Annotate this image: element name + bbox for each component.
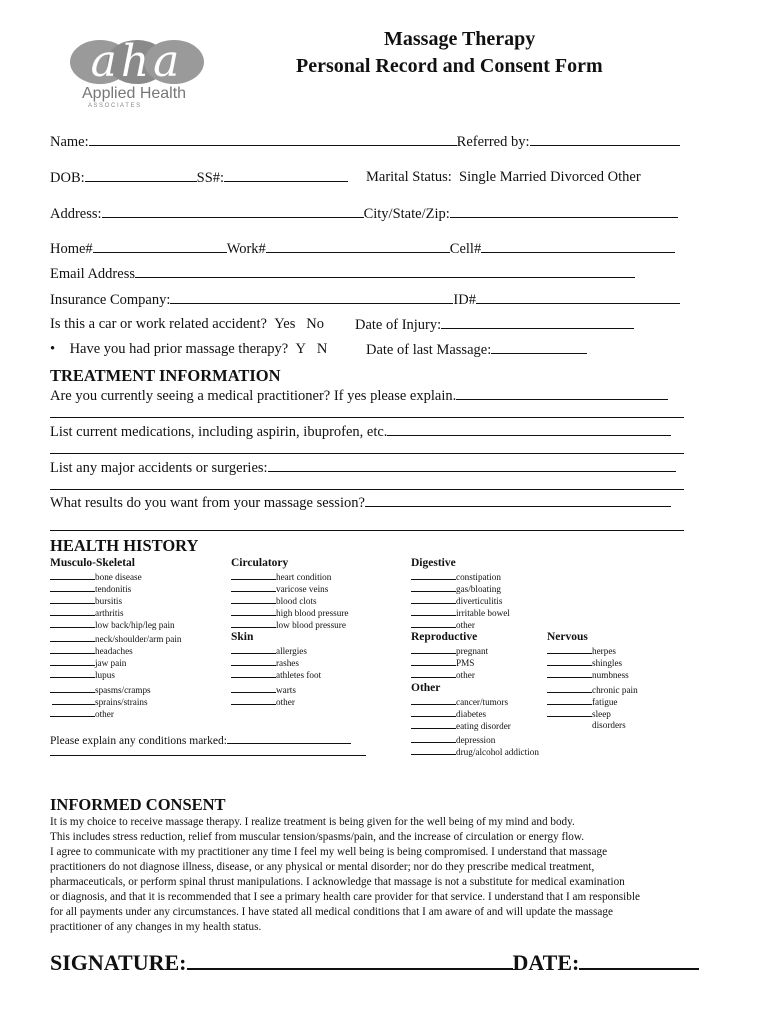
list-item[interactable]: shingles xyxy=(547,657,622,668)
list-item[interactable]: other xyxy=(411,619,475,630)
health-heading: HEALTH HISTORY xyxy=(50,536,199,555)
address-row xyxy=(50,205,678,223)
dob-label: DOB: xyxy=(50,170,85,186)
work-label: Work# xyxy=(226,241,266,257)
title-line-1: Massage Therapy xyxy=(384,28,536,50)
treatment-q4 xyxy=(50,494,671,512)
list-item[interactable]: lupus xyxy=(50,669,115,680)
list-item[interactable]: gas/bloating xyxy=(411,583,501,594)
explain-field[interactable] xyxy=(227,733,351,744)
insurance-row xyxy=(50,291,680,309)
list-item[interactable]: cancer/tumors xyxy=(411,696,508,707)
email-label: Email Address xyxy=(50,266,135,282)
last-massage-label: Date of last Massage: xyxy=(366,342,492,358)
phone-row xyxy=(50,240,675,258)
list-item[interactable]: arthritis xyxy=(50,607,124,618)
treatment-q3-line2[interactable] xyxy=(50,489,684,490)
email-field[interactable] xyxy=(135,265,635,278)
consent-line: I agree to communicate with my practitioner any time I feel my well being is being compromised. I understand that massage xyxy=(50,846,608,858)
accident-no[interactable]: No xyxy=(306,316,324,332)
accident-row xyxy=(50,316,324,333)
id-field[interactable] xyxy=(476,291,680,304)
injury-date-row xyxy=(355,316,634,334)
treatment-q1-field[interactable] xyxy=(456,387,668,400)
treatment-q2-label: List current medications, including aspirin, ibuprofen, etc. xyxy=(50,424,388,440)
marital-single[interactable]: Single xyxy=(459,169,497,185)
list-item[interactable]: tendonitis xyxy=(50,583,131,594)
consent-text xyxy=(50,815,640,935)
list-item[interactable]: spasms/cramps xyxy=(50,684,151,695)
circulatory-title: Circulatory xyxy=(231,557,289,569)
marital-married[interactable]: Married xyxy=(499,169,547,185)
reproductive-title: Reproductive xyxy=(411,631,478,643)
treatment-q4-field[interactable] xyxy=(365,494,671,507)
logo xyxy=(62,30,212,110)
list-item[interactable]: drug/alcohol addiction xyxy=(411,746,539,757)
signature-field[interactable] xyxy=(187,948,513,970)
ss-field[interactable] xyxy=(224,169,348,182)
dob-row xyxy=(50,169,348,187)
prior-y[interactable]: Y xyxy=(295,341,306,357)
last-massage-field[interactable] xyxy=(491,341,587,354)
list-item[interactable]: numbness xyxy=(547,669,629,680)
marital-label: Marital Status: xyxy=(366,169,452,185)
name-label: Name: xyxy=(50,134,89,150)
logo-mark-text: aha xyxy=(90,36,184,87)
list-item[interactable]: diverticulitis xyxy=(411,595,502,606)
list-item[interactable]: pregnant xyxy=(411,645,488,656)
consent-line: pharmaceuticals, or perform spinal thrust manipulations. I acknowledge that massage is not a substitute for medical examination xyxy=(50,876,625,888)
name-field[interactable] xyxy=(89,133,457,146)
explain-row xyxy=(50,733,351,747)
cell-label: Cell# xyxy=(449,241,482,257)
address-field[interactable] xyxy=(102,205,364,218)
referred-label: Referred by: xyxy=(456,134,530,150)
email-row xyxy=(50,265,635,283)
digestive-title: Digestive xyxy=(411,557,456,569)
injury-date-field[interactable] xyxy=(441,316,634,329)
list-item[interactable]: PMS xyxy=(411,657,474,668)
list-item[interactable]: bone disease xyxy=(50,571,142,582)
list-item[interactable]: chronic pain xyxy=(547,684,638,695)
list-item[interactable]: athletes foot xyxy=(231,669,321,680)
home-label: Home# xyxy=(50,241,93,257)
home-field[interactable] xyxy=(93,240,227,253)
list-item[interactable]: neck/shoulder/arm pain xyxy=(50,633,182,644)
list-item[interactable]: other xyxy=(50,708,114,719)
city-label: City/State/Zip: xyxy=(363,206,450,222)
list-item[interactable]: bursitis xyxy=(50,595,122,606)
list-item[interactable]: other xyxy=(411,669,475,680)
treatment-q4-line2[interactable] xyxy=(50,530,684,531)
prior-massage-row xyxy=(50,341,327,358)
prior-massage-question: Have you had prior massage therapy? xyxy=(69,341,289,357)
referred-field[interactable] xyxy=(530,133,680,146)
list-item[interactable]: other xyxy=(231,696,295,707)
signature-row xyxy=(50,948,699,976)
list-item[interactable]: warts xyxy=(231,684,296,695)
marital-other[interactable]: Other xyxy=(607,169,641,185)
treatment-q2-line2[interactable] xyxy=(50,453,684,454)
list-item[interactable]: eating disorder xyxy=(411,720,511,731)
work-field[interactable] xyxy=(266,240,450,253)
accident-yes[interactable]: Yes xyxy=(274,316,296,332)
list-item[interactable]: sleep xyxy=(547,708,611,719)
list-item[interactable]: low blood pressure xyxy=(231,619,346,630)
explain-line2[interactable] xyxy=(50,755,366,756)
list-item[interactable]: heart condition xyxy=(231,571,331,582)
consent-line: practitioner of any changes in my health status. xyxy=(50,921,262,933)
other-title: Other xyxy=(411,682,441,694)
logo-sub: A S S O C I A T E S xyxy=(88,103,141,109)
list-item[interactable]: headaches xyxy=(50,645,133,656)
cell-field[interactable] xyxy=(481,240,675,253)
musculo-title: Musculo-Skeletal xyxy=(50,557,135,569)
list-item[interactable]: high blood pressure xyxy=(231,607,348,618)
signature-label: SIGNATURE: xyxy=(50,950,187,975)
nervous-extra: disorders xyxy=(592,720,626,730)
insurance-label: Insurance Company: xyxy=(50,292,171,308)
accident-question: Is this a car or work related accident? xyxy=(50,316,267,332)
list-item[interactable]: rashes xyxy=(231,657,299,668)
list-item[interactable]: jaw pain xyxy=(50,657,126,668)
name-row xyxy=(50,133,680,151)
nervous-title: Nervous xyxy=(547,631,588,643)
treatment-q2 xyxy=(50,423,671,441)
list-item[interactable]: low back/hip/leg pain xyxy=(50,619,175,630)
explain-label: Please explain any conditions marked: xyxy=(50,735,227,747)
list-item[interactable]: constipation xyxy=(411,571,501,582)
insurance-field[interactable] xyxy=(170,291,453,304)
treatment-heading: TREATMENT INFORMATION xyxy=(50,366,281,385)
marital-row xyxy=(366,169,641,186)
list-item[interactable]: fatigue xyxy=(547,696,618,707)
date-field[interactable] xyxy=(579,948,699,970)
ss-label: SS#: xyxy=(196,170,225,186)
title-line-2: Personal Record and Consent Form xyxy=(296,55,603,77)
bullet: • xyxy=(50,341,56,357)
list-item[interactable]: sprains/strains xyxy=(52,696,148,707)
list-item[interactable]: irritable bowel xyxy=(411,607,510,618)
logo-name: Applied Health xyxy=(82,85,187,102)
consent-line: or diagnosis, and that it is recommended that I see a primary health care provider for that service. I understand that I am responsible xyxy=(50,891,640,903)
treatment-q1-line2[interactable] xyxy=(50,417,684,418)
consent-heading: INFORMED CONSENT xyxy=(50,795,226,814)
marital-divorced[interactable]: Divorced xyxy=(550,169,605,185)
prior-n[interactable]: N xyxy=(316,341,328,357)
treatment-q1-label: Are you currently seeing a medical practitioner? If yes please explain. xyxy=(50,388,457,404)
list-item[interactable]: diabetes xyxy=(411,708,486,719)
list-item[interactable]: herpes xyxy=(547,645,616,656)
treatment-q3-field[interactable] xyxy=(268,459,676,472)
consent-line: practitioners do not diagnose illness, disease, or any physical or mental disorder; nor do they prescribe medical treatment, xyxy=(50,861,595,873)
injury-date-label: Date of Injury: xyxy=(355,317,442,333)
skin-title: Skin xyxy=(231,631,254,643)
city-field[interactable] xyxy=(450,205,678,218)
address-label: Address: xyxy=(50,206,102,222)
consent-line: This includes stress reduction, relief from muscular tension/spasms/pain, and the increase of circulation or energy flow. xyxy=(50,831,585,843)
treatment-q4-label: What results do you want from your massage session? xyxy=(50,495,365,511)
consent-line: for all payments under any circumstances. I have stated all medical conditions that I am aware of and will update the massage xyxy=(50,906,613,918)
list-item[interactable]: blood clots xyxy=(231,595,317,606)
list-item[interactable]: depression xyxy=(411,734,495,745)
treatment-q1 xyxy=(50,387,668,405)
treatment-q3-label: List any major accidents or surgeries: xyxy=(50,460,268,476)
id-label: ID# xyxy=(453,292,476,308)
list-item[interactable]: allergies xyxy=(231,645,307,656)
last-massage-row xyxy=(366,341,587,359)
date-label: DATE: xyxy=(512,950,580,975)
treatment-q3 xyxy=(50,459,676,477)
list-item[interactable]: varicose veins xyxy=(231,583,328,594)
treatment-q2-field[interactable] xyxy=(387,423,671,436)
dob-field[interactable] xyxy=(85,169,197,182)
consent-line: It is my choice to receive massage therapy. I realize treatment is being given for the well being of my mind and body. xyxy=(50,816,575,828)
